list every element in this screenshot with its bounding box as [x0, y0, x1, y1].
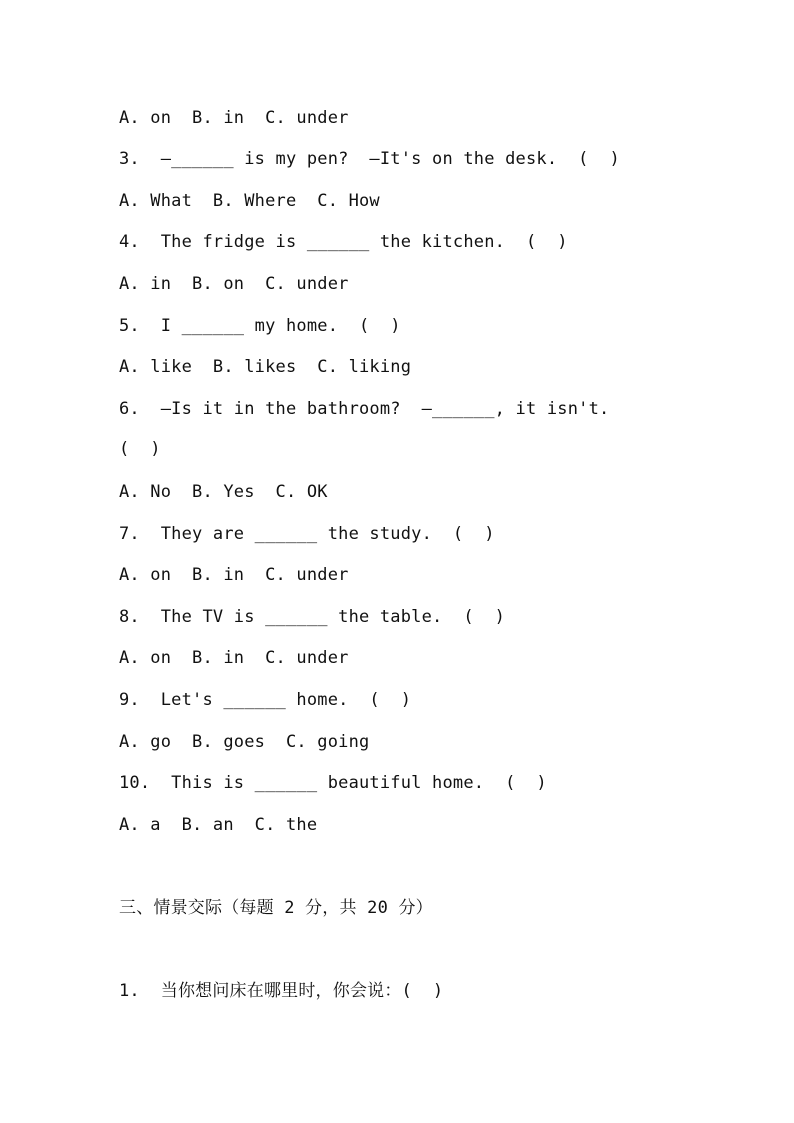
q4-question: 4. The fridge is ______ the kitchen. ( )	[119, 232, 568, 252]
q6-answer-bracket: ( )	[119, 439, 161, 459]
q9-question: 9. Let's ______ home. ( )	[119, 690, 412, 710]
section-three-q1: 1. 当你想问床在哪里时，你会说：( )	[119, 981, 444, 1001]
q9-options: A. go B. goes C. going	[119, 732, 370, 752]
q6-options: A. No B. Yes C. OK	[119, 482, 328, 502]
q7-options: A. on B. in C. under	[119, 565, 349, 585]
q10-options: A. a B. an C. the	[119, 815, 318, 835]
q6-question: 6. —Is it in the bathroom? —______, it isn't.	[119, 399, 610, 419]
q5-options: A. like B. likes C. liking	[119, 357, 412, 377]
q8-options: A. on B. in C. under	[119, 648, 349, 668]
q3-question: 3. —______ is my pen? —It's on the desk. ( )	[119, 149, 620, 169]
q4-options: A. in B. on C. under	[119, 274, 349, 294]
q7-question: 7. They are ______ the study. ( )	[119, 524, 495, 544]
q10-question: 10. This is ______ beautiful home. ( )	[119, 773, 547, 793]
q2-options: A. on B. in C. under	[119, 108, 349, 128]
q3-options: A. What B. Where C. How	[119, 191, 380, 211]
q8-question: 8. The TV is ______ the table. ( )	[119, 607, 506, 627]
q5-question: 5. I ______ my home. ( )	[119, 316, 401, 336]
section-three-heading: 三、情景交际（每题 2 分，共 20 分）	[119, 898, 433, 918]
